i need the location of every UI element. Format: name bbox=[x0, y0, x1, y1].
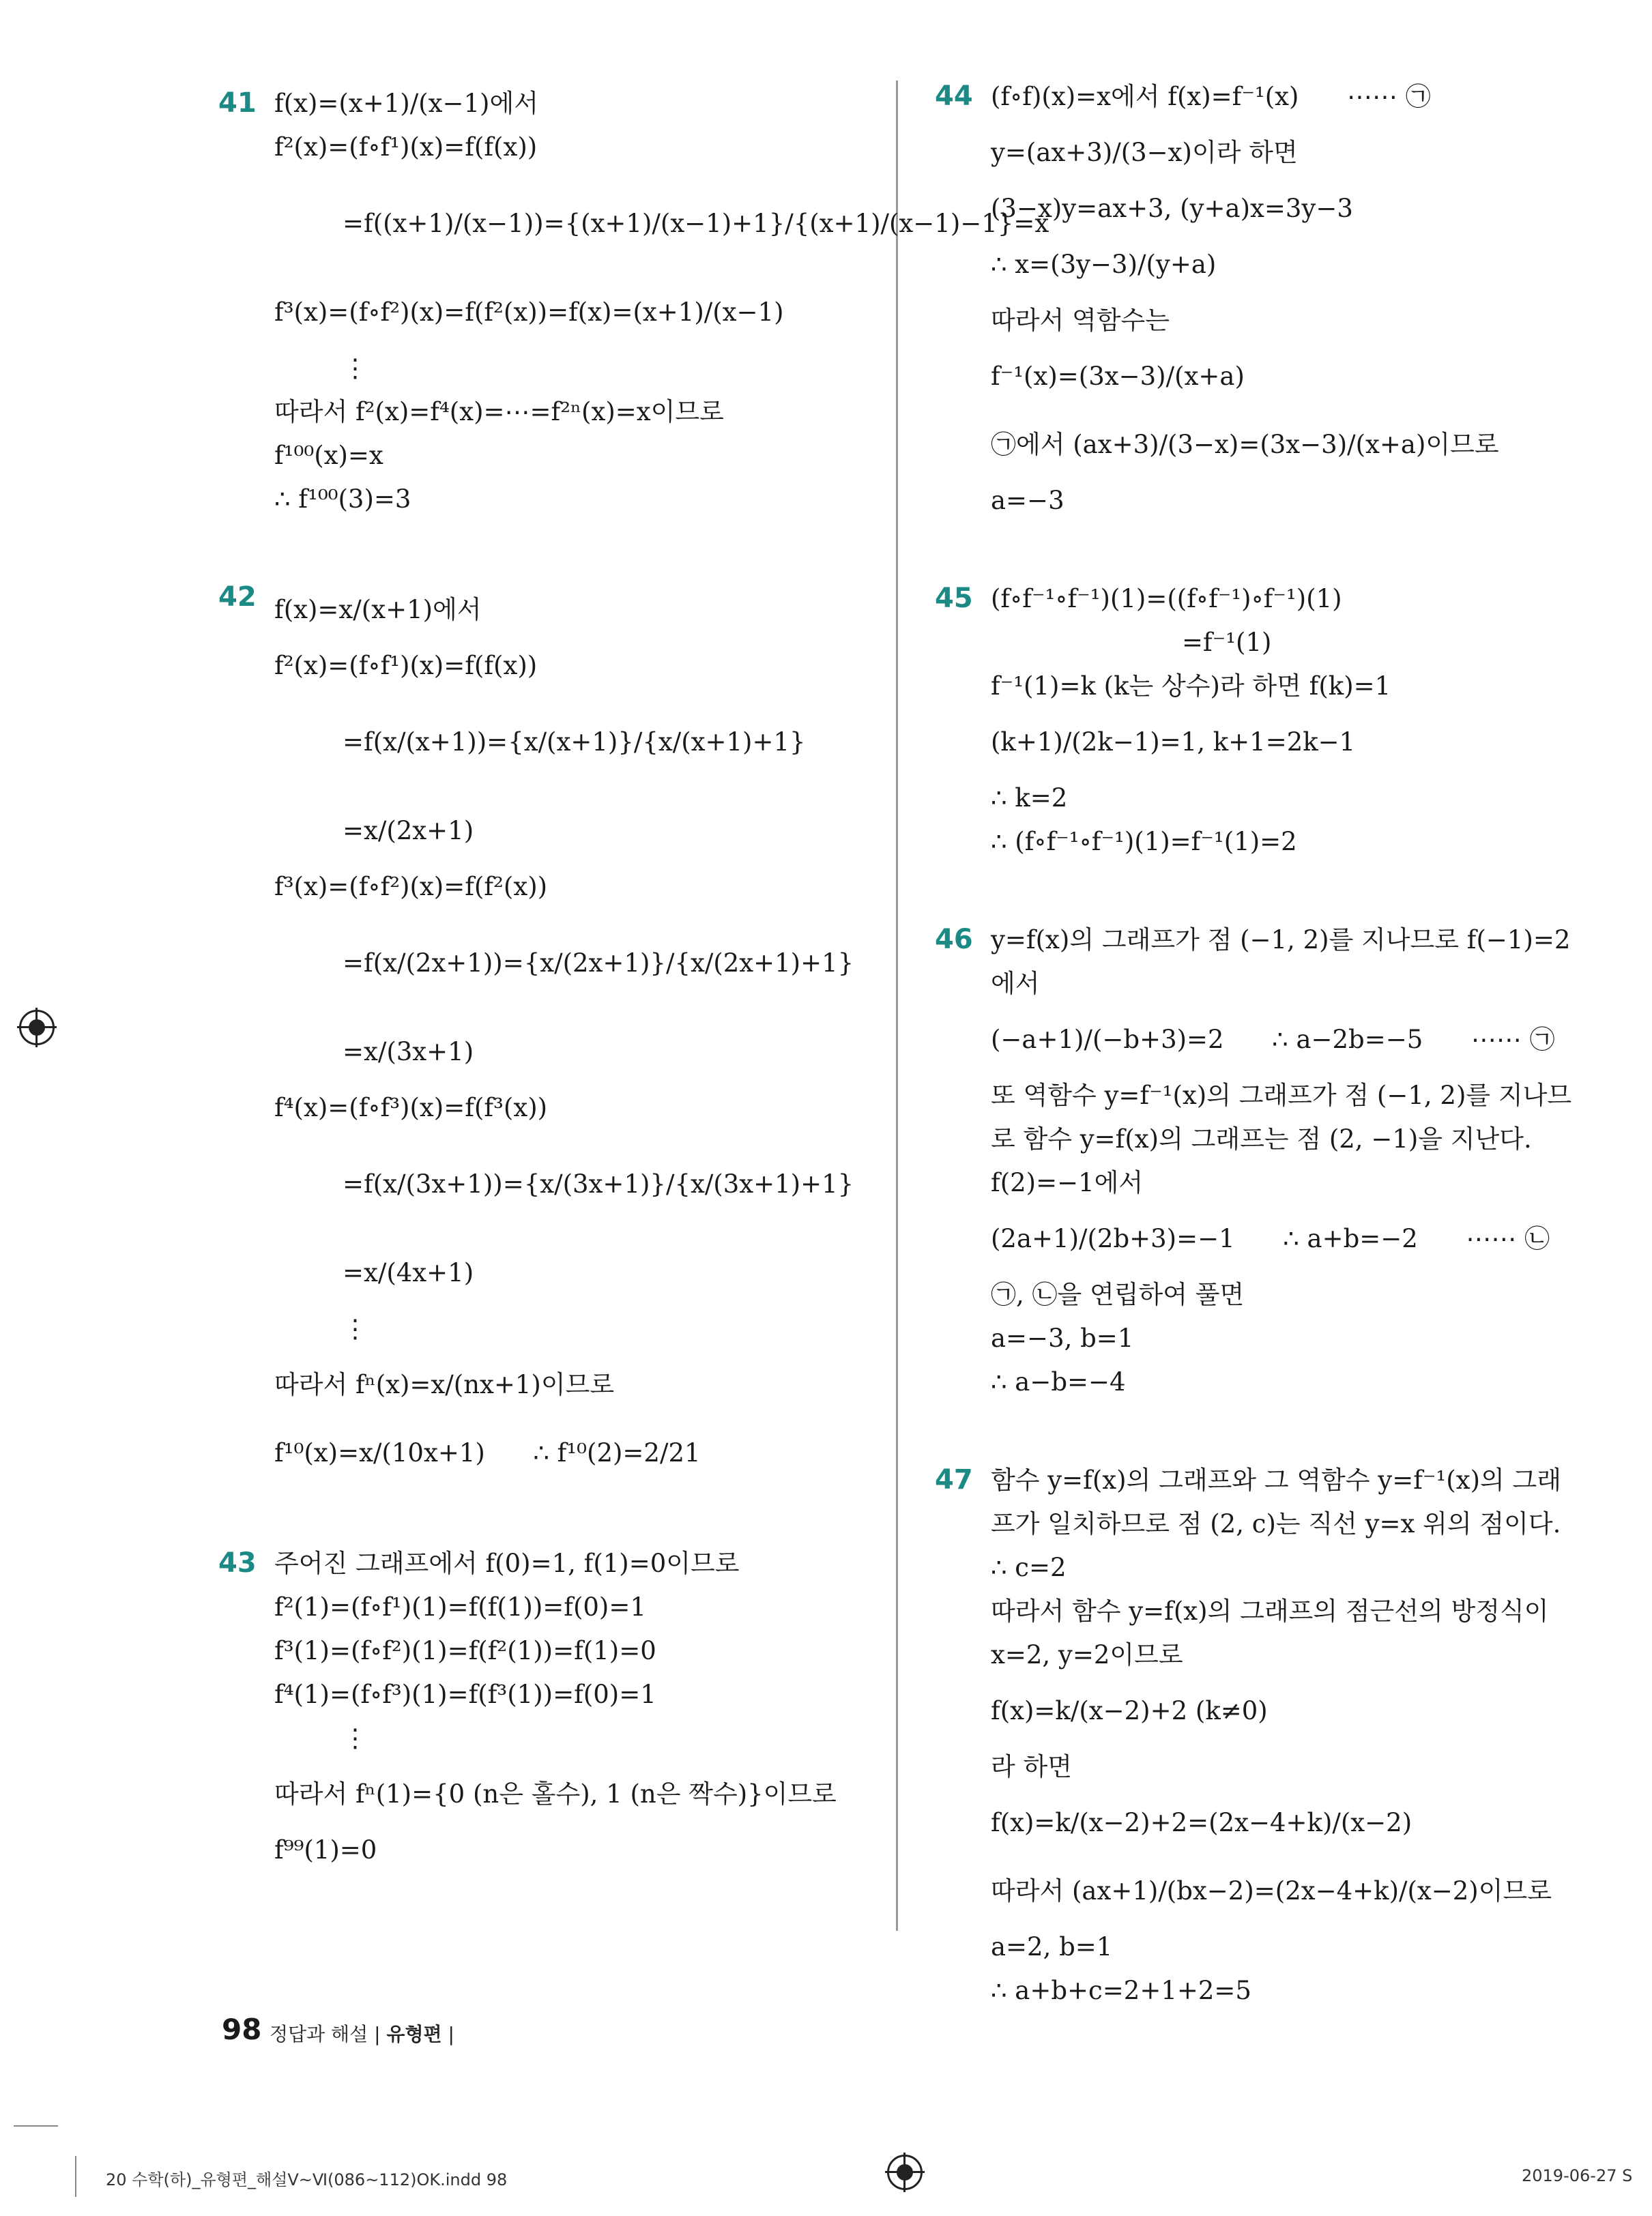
vertical-ellipsis: ⋮ bbox=[343, 353, 369, 383]
solution-line: =f(x/(3x+1))={x/(3x+1)}/{x/(3x+1)+1} bbox=[343, 1169, 854, 1199]
solution-line: ㉠에서 (ax+3)/(3−x)=(3x−3)/(x+a)이므로 bbox=[991, 430, 1499, 459]
solution-line: ∴ c=2 bbox=[991, 1553, 1067, 1582]
problem-45 bbox=[935, 577, 1590, 864]
solution-line: f¹⁰⁰(x)=x bbox=[274, 441, 383, 470]
solution-line: ∴ (f∘f⁻¹∘f⁻¹)(1)=f⁻¹(1)=2 bbox=[991, 827, 1297, 856]
solution-line: 또 역함수 y=f⁻¹(x)의 그래프가 점 (−1, 2)를 지나므 bbox=[991, 1081, 1572, 1110]
solution-line: f(x)=k/(x−2)+2 (k≠0) bbox=[991, 1696, 1268, 1725]
solution-line: ∴ k=2 bbox=[991, 783, 1068, 813]
print-slug-date: 2019-06-27 S bbox=[1522, 2166, 1633, 2185]
footer-separator: | bbox=[374, 2023, 387, 2045]
solution-line: a=−3 bbox=[991, 486, 1064, 515]
solution-line: f³(x)=(f∘f²)(x)=f(f²(x)) bbox=[274, 872, 548, 901]
solution-line: 함수 y=f(x)의 그래프와 그 역함수 y=f⁻¹(x)의 그래 bbox=[991, 1466, 1561, 1495]
problem-42 bbox=[218, 576, 873, 1487]
page-number: 98 bbox=[222, 2013, 262, 2046]
solution-line: 따라서 fⁿ(1)={0 (n은 홀수), 1 (n은 짝수)}이므로 bbox=[274, 1779, 837, 1809]
solution-line: y=f(x)의 그래프가 점 (−1, 2)를 지나므로 f(−1)=2 bbox=[991, 925, 1571, 954]
solution-line: 에서 bbox=[991, 969, 1040, 998]
solution-line: a=−3, b=1 bbox=[991, 1324, 1134, 1353]
crop-mark bbox=[75, 2156, 76, 2197]
solution-line: f⁴(x)=(f∘f³)(x)=f(f³(x)) bbox=[274, 1093, 548, 1122]
solution-line: 로 함수 y=f(x)의 그래프는 점 (2, −1)을 지난다. bbox=[991, 1124, 1532, 1154]
solution-line: ∴ x=(3y−3)/(y+a) bbox=[991, 250, 1217, 279]
print-slug-filename: 20 수학(하)_유형편_해설Ⅴ~Ⅵ(086~112)OK.indd 98 bbox=[106, 2170, 508, 2189]
solution-line: 라 하면 bbox=[991, 1752, 1072, 1781]
problem-44 bbox=[935, 75, 1590, 523]
solution-line: (3−x)y=ax+3, (y+a)x=3y−3 bbox=[991, 194, 1353, 223]
solution-line: 프가 일치하므로 점 (2, c)는 직선 y=x 위의 점이다. bbox=[991, 1509, 1561, 1539]
solution-line: 따라서 (ax+1)/(bx−2)=(2x−4+k)/(x−2)이므로 bbox=[991, 1876, 1552, 1906]
solution-line: =f(x/(x+1))={x/(x+1)}/{x/(x+1)+1} bbox=[343, 727, 806, 757]
solution-line: f²(x)=(f∘f¹)(x)=f(f(x)) bbox=[274, 132, 538, 162]
problem-46 bbox=[935, 918, 1590, 1404]
right-column bbox=[935, 75, 1590, 2013]
footer-section: 정답과 해설 bbox=[270, 2023, 368, 2045]
solution-line: f⁹⁹(1)=0 bbox=[274, 1835, 377, 1865]
solution-line: =f((x+1)/(x−1))={(x+1)/(x−1)+1}/{(x+1)/(x−1)−1}=x bbox=[343, 209, 1049, 238]
solution-line: (k+1)/(2k−1)=1, k+1=2k−1 bbox=[991, 727, 1356, 757]
solution-line: x=2, y=2이므로 bbox=[991, 1640, 1183, 1670]
problem-number: 43 bbox=[218, 1547, 257, 1579]
solution-line: f⁴(1)=(f∘f³)(1)=f(f³(1))=f(0)=1 bbox=[274, 1680, 656, 1709]
solution-line: =f⁻¹(1) bbox=[1182, 628, 1272, 657]
solution-line: (2a+1)/(2b+3)=−1 ∴ a+b=−2 ⋯⋯ ㉡ bbox=[991, 1224, 1550, 1253]
solution-line: 따라서 함수 y=f(x)의 그래프의 점근선의 방정식이 bbox=[991, 1597, 1549, 1626]
solution-line: (f∘f⁻¹∘f⁻¹)(1)=((f∘f⁻¹)∘f⁻¹)(1) bbox=[991, 584, 1342, 613]
problem-number: 45 bbox=[935, 583, 973, 614]
solution-line: f(2)=−1에서 bbox=[991, 1168, 1144, 1197]
problem-43 bbox=[218, 1542, 873, 1872]
solution-line: 주어진 그래프에서 f(0)=1, f(1)=0이므로 bbox=[274, 1549, 740, 1578]
solution-line: f²(1)=(f∘f¹)(1)=f(f(1))=f(0)=1 bbox=[274, 1592, 646, 1622]
crop-mark bbox=[14, 2125, 58, 2127]
vertical-ellipsis: ⋮ bbox=[343, 1723, 369, 1753]
solution-line: f(x)=(x+1)/(x−1)에서 bbox=[274, 89, 538, 118]
solution-line: f(x)=k/(x−2)+2=(2x−4+k)/(x−2) bbox=[991, 1808, 1412, 1837]
problem-47 bbox=[935, 1459, 1590, 2013]
solution-line: a=2, b=1 bbox=[991, 1932, 1113, 1962]
running-footer bbox=[270, 2020, 454, 2047]
registration-mark-icon bbox=[887, 2155, 923, 2190]
solution-line: =x/(3x+1) bbox=[343, 1037, 474, 1066]
solution-line: =x/(2x+1) bbox=[343, 816, 474, 845]
problem-number: 42 bbox=[218, 581, 257, 613]
solution-line: ∴ f¹⁰⁰(3)=3 bbox=[274, 484, 411, 514]
registration-mark-icon bbox=[19, 1010, 55, 1045]
solution-line: =x/(4x+1) bbox=[343, 1258, 474, 1287]
solution-line: 따라서 역함수는 bbox=[991, 306, 1170, 335]
solution-line: 따라서 f²(x)=f⁴(x)=⋯=f²ⁿ(x)=x이므로 bbox=[274, 397, 724, 426]
solution-line: f⁻¹(1)=k (k는 상수)라 하면 f(k)=1 bbox=[991, 671, 1391, 701]
vertical-ellipsis: ⋮ bbox=[343, 1314, 369, 1343]
problem-number: 46 bbox=[935, 924, 973, 955]
solution-line: f(x)=x/(x+1)에서 bbox=[274, 595, 482, 624]
solution-line: 따라서 fⁿ(x)=x/(nx+1)이므로 bbox=[274, 1370, 615, 1399]
solution-line: f⁻¹(x)=(3x−3)/(x+a) bbox=[991, 362, 1245, 391]
footer-separator: | bbox=[448, 2023, 454, 2045]
solution-line: ㉠, ㉡을 연립하여 풀면 bbox=[991, 1280, 1245, 1309]
solution-line: y=(ax+3)/(3−x)이라 하면 bbox=[991, 138, 1298, 167]
problem-number: 44 bbox=[935, 81, 973, 112]
solution-line: f¹⁰(x)=x/(10x+1) ∴ f¹⁰(2)=2/21 bbox=[274, 1438, 701, 1468]
solution-line: f²(x)=(f∘f¹)(x)=f(f(x)) bbox=[274, 651, 538, 680]
solution-line: (−a+1)/(−b+3)=2 ∴ a−2b=−5 ⋯⋯ ㉠ bbox=[991, 1025, 1555, 1054]
solution-line: =f(x/(2x+1))={x/(2x+1)}/{x/(2x+1)+1} bbox=[343, 948, 854, 978]
problem-number: 47 bbox=[935, 1464, 973, 1496]
footer-part: 유형편 bbox=[386, 2023, 442, 2045]
solution-line: f³(x)=(f∘f²)(x)=f(f²(x))=f(x)=(x+1)/(x−1) bbox=[274, 297, 784, 327]
problem-number: 41 bbox=[218, 87, 257, 119]
solution-line: ∴ a−b=−4 bbox=[991, 1367, 1126, 1397]
solution-line: (f∘f)(x)=x에서 f(x)=f⁻¹(x) ⋯⋯ ㉠ bbox=[991, 82, 1431, 111]
column-divider bbox=[896, 81, 898, 1931]
solution-line: ∴ a+b+c=2+1+2=5 bbox=[991, 1976, 1251, 2005]
solution-line: f³(1)=(f∘f²)(1)=f(f²(1))=f(1)=0 bbox=[274, 1636, 656, 1665]
